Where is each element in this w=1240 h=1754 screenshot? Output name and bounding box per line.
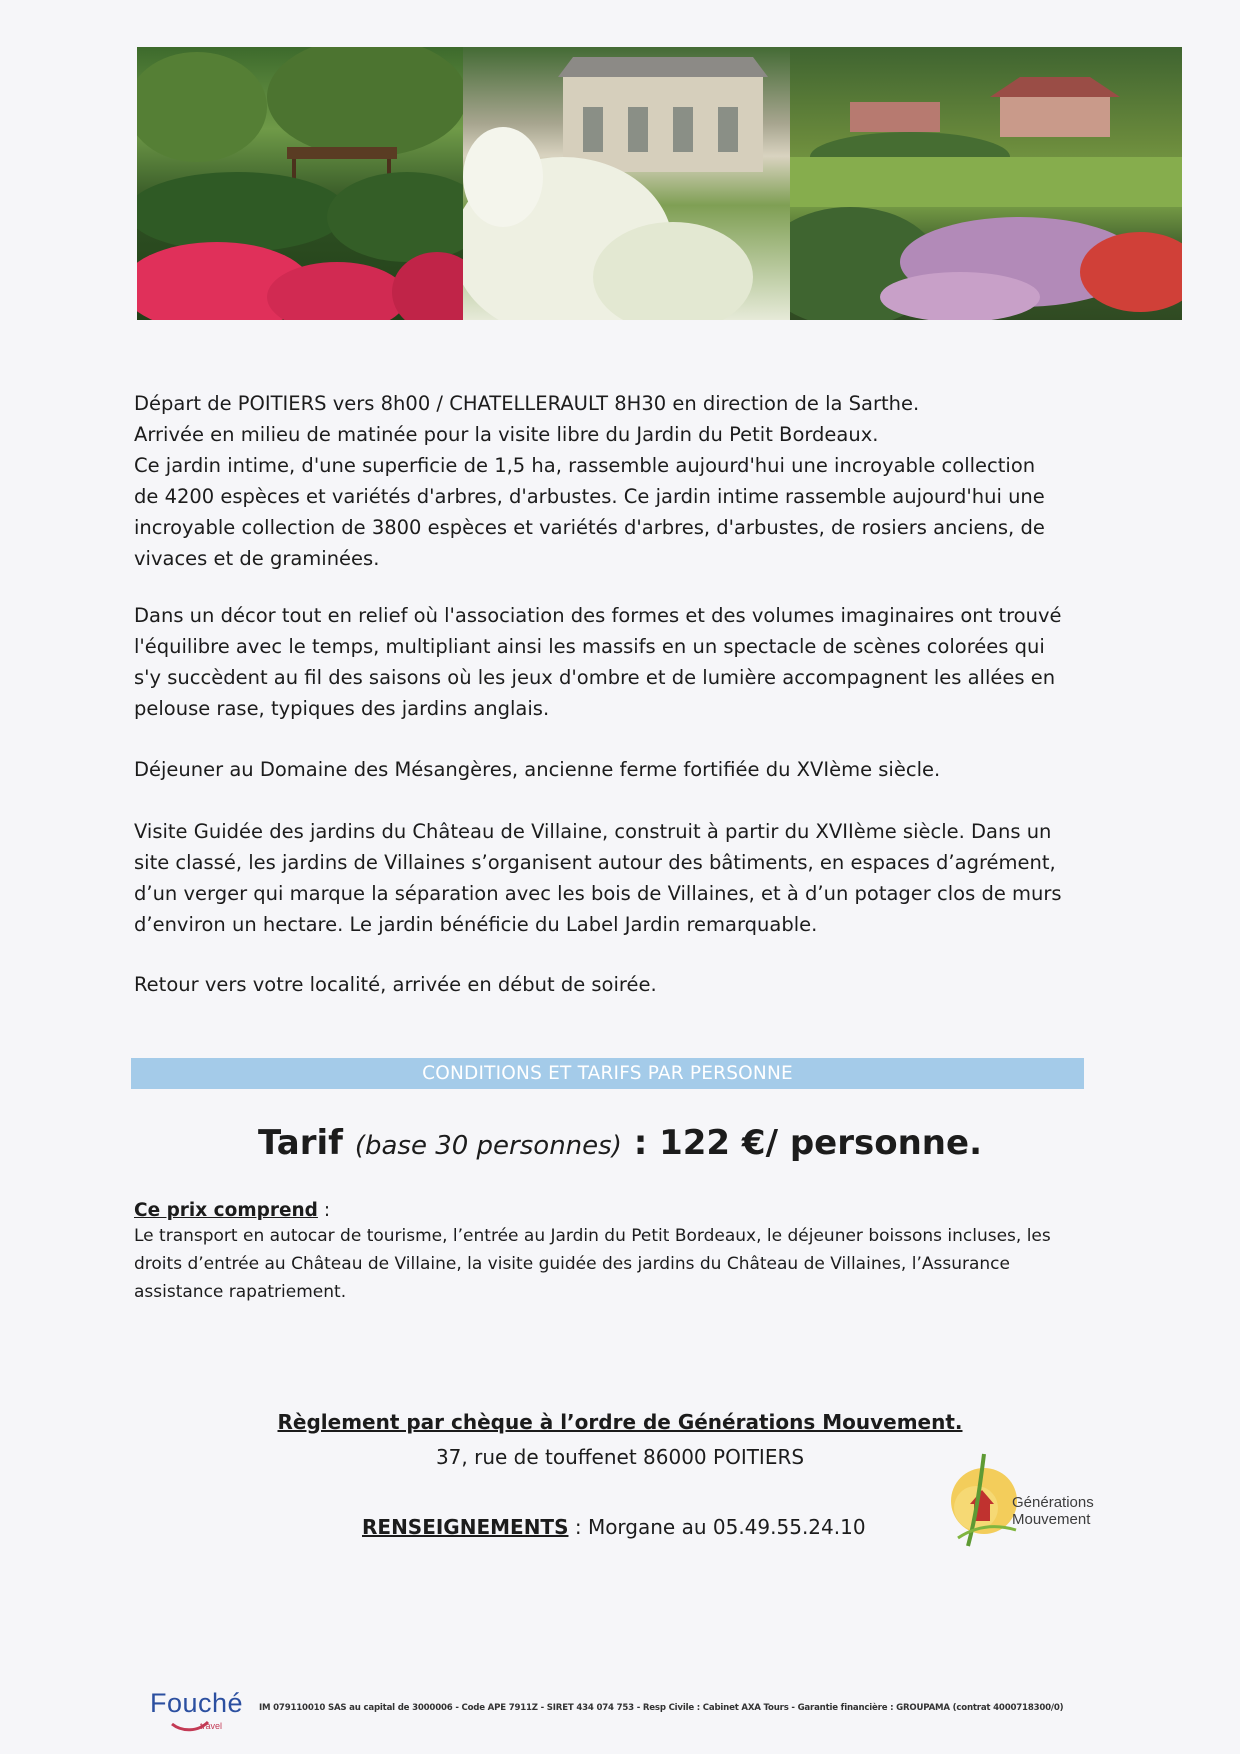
- text-line: site classé, les jardins de Villaines s’organisent autour des bâtiments, en espaces d’agrément,: [134, 851, 1056, 874]
- legal-notice: IM 079110010 SAS au capital de 3000006 - Code APE 7911Z - SIRET 434 074 753 - Resp Civile : Cabinet AXA Tours - Garantie financière : GROUPAMA (contrat 4000718300/0): [259, 1703, 1064, 1713]
- text-line: l'équilibre avec le temps, multipliant ainsi les massifs en un spectacle de scènes colorées qui: [134, 635, 1045, 658]
- text-line: incroyable collection de 3800 espèces et variétés d'arbres, d'arbustes, de rosiers anciens, de: [134, 516, 1045, 539]
- intro-paragraph: [134, 388, 1084, 574]
- garden-photo-cottage: [790, 47, 1182, 320]
- text-line: Dans un décor tout en relief où l'association des formes et des volumes imaginaires ont trouvé: [134, 604, 1062, 627]
- text-line: d’environ un hectare. Le jardin bénéficie du Label Jardin remarquable.: [134, 913, 818, 936]
- text-line: droits d’entrée au Château de Villaine, la visite guidée des jardins du Château de Villaines, l’Assurance: [134, 1254, 1010, 1274]
- included-title: Ce prix comprend: [134, 1200, 318, 1221]
- logo-text: [1012, 1494, 1094, 1528]
- logo-line: Générations: [1012, 1494, 1094, 1511]
- fouche-travel-logo: [150, 1688, 250, 1740]
- conditions-banner: CONDITIONS ET TARIFS PAR PERSONNE: [131, 1058, 1084, 1089]
- hydrangea-orangery-icon: [463, 47, 790, 320]
- information-label: RENSEIGNEMENTS: [362, 1515, 569, 1539]
- price-value: : 122 €/ personne.: [633, 1123, 982, 1163]
- text-line: vivaces et de graminées.: [134, 547, 380, 570]
- text-line: assistance rapatriement.: [134, 1282, 347, 1302]
- generations-mouvement-logo: [946, 1446, 1126, 1556]
- logo-line: Mouvement: [1012, 1511, 1091, 1528]
- text-line: pelouse rase, typiques des jardins anglais.: [134, 697, 550, 720]
- text-line: Départ de POITIERS vers 8h00 / CHATELLERAULT 8H30 en direction de la Sarthe.: [134, 392, 920, 415]
- garden-photo-hydrangeas: [463, 47, 790, 320]
- cottage-flowerbed-icon: [790, 47, 1182, 320]
- included-text: [134, 1222, 1081, 1306]
- text-line: Le transport en autocar de tourisme, l’entrée au Jardin du Petit Bordeaux, le déjeuner boissons incluses, les: [134, 1226, 1051, 1246]
- text-line: Déjeuner au Domaine des Mésangères, ancienne ferme fortifiée du XVIème siècle.: [134, 758, 941, 781]
- azalea-garden-icon: [137, 47, 463, 320]
- information-contact: : Morgane au 05.49.55.24.10: [568, 1515, 866, 1539]
- price-label: Tarif: [258, 1123, 343, 1163]
- text-line: Ce jardin intime, d'une superficie de 1,5 ha, rassemble aujourd'hui une incroyable collection: [134, 454, 1036, 477]
- price-base: (base 30 personnes): [354, 1131, 622, 1161]
- information-line: [362, 1512, 866, 1542]
- decor-paragraph: [134, 600, 1084, 724]
- payment-instruction: Règlement par chèque à l’ordre de Générations Mouvement.: [277, 1410, 963, 1434]
- price-line: [0, 1119, 1240, 1170]
- fouche-sub: travel: [200, 1721, 223, 1731]
- text-line: Visite Guidée des jardins du Château de Villaine, construit à partir du XVIIème siècle. Dans un: [134, 820, 1052, 843]
- chateau-paragraph: [134, 816, 1084, 940]
- lunch-paragraph: [134, 754, 1084, 785]
- address: 37, rue de touffenet 86000 POITIERS: [435, 1445, 805, 1469]
- photo-strip: [137, 47, 1182, 320]
- included-heading: [134, 1198, 330, 1224]
- text-line: Retour vers votre localité, arrivée en début de soirée.: [134, 973, 657, 996]
- text-line: d’un verger qui marque la séparation avec les bois de Villaines, et à d’un potager clos de murs: [134, 882, 1062, 905]
- text-line: de 4200 espèces et variétés d'arbres, d'arbustes. Ce jardin intime rassemble aujourd'hui une: [134, 485, 1045, 508]
- text-line: s'y succèdent au fil des saisons où les jeux d'ombre et de lumière accompagnent les allées en: [134, 666, 1056, 689]
- text-line: Arrivée en milieu de matinée pour la visite libre du Jardin du Petit Bordeaux.: [134, 423, 879, 446]
- included-colon: :: [317, 1200, 331, 1221]
- garden-photo-bridge: [137, 47, 463, 320]
- fouche-brand: Fouché: [150, 1688, 244, 1718]
- return-paragraph: [134, 969, 1084, 1000]
